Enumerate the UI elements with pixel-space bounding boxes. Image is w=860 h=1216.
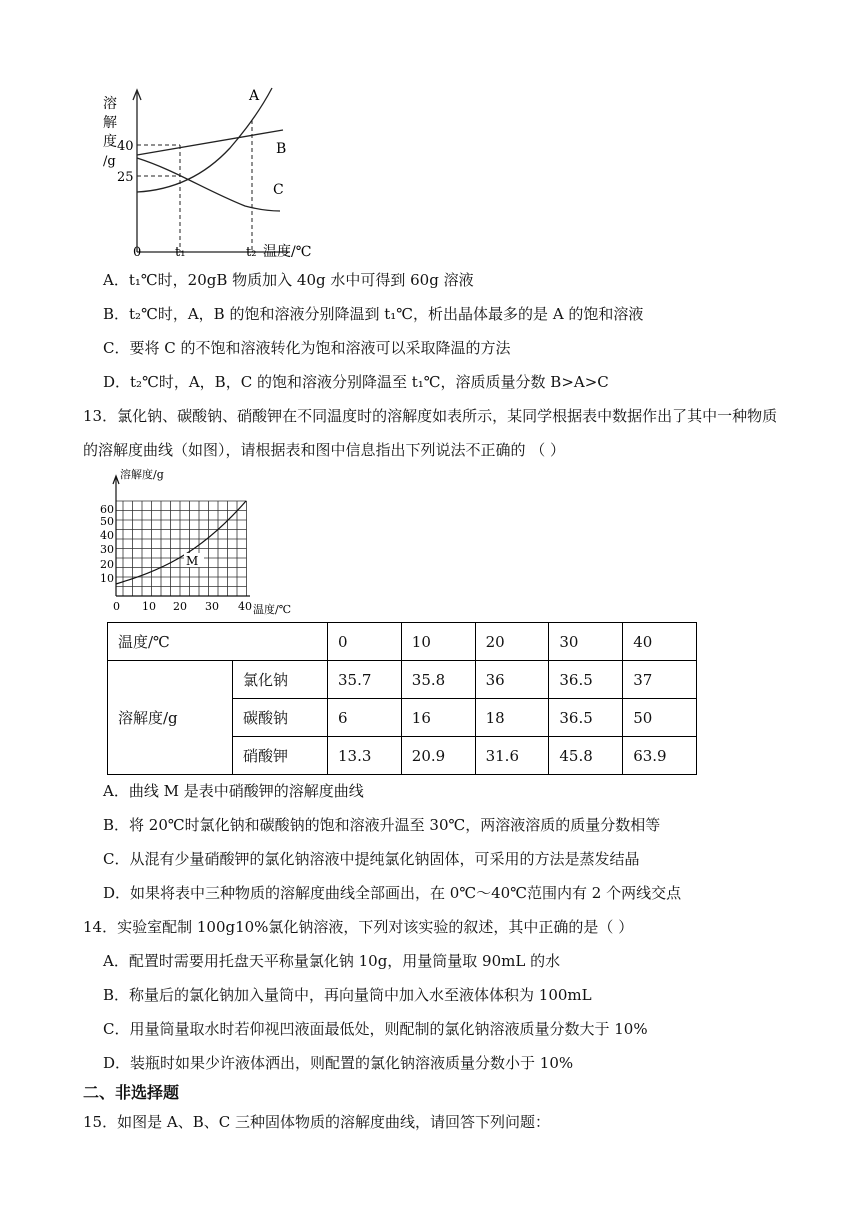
q13-option-a: A．曲线 M 是表中硝酸钾的溶解度曲线 [103,782,364,800]
curve-b [137,130,283,155]
grid-horizontal-lines [116,501,247,587]
value-cell: 31.6 [475,737,549,775]
origin-label: 0 [133,245,142,260]
curve-c [137,158,280,211]
q13-option-c: C．从混有少量硝酸钾的氯化钠溶液中提纯氯化钠固体，可采用的方法是蒸发结晶 [103,850,640,868]
curve-a-label: A [249,88,260,104]
x-tick-t2: t₂ [246,245,257,260]
solubility-group-label: 溶解度/g [108,661,233,775]
temp-cell: 20 [475,623,549,661]
value-cell: 13.3 [328,737,402,775]
value-cell: 18 [475,699,549,737]
solubility-figure-abc [95,80,325,265]
value-cell: 16 [401,699,475,737]
x-tick-10: 10 [142,600,156,613]
q13-stem-line-2: 的溶解度曲线（如图），请根据表和图中信息指出下列说法不正确的 （ ） [83,441,566,459]
x-tick-40: 40 [238,600,252,613]
q13-stem-line-1: 13．氯化钠、碳酸钠、硝酸钾在不同温度时的溶解度如表所示，某同学根据表中数据作出了其中一种物质 [83,407,778,425]
section-heading: 二、非选择题 [83,1083,180,1102]
y-label-char-4: /g [103,154,116,169]
temp-cell: 30 [549,623,623,661]
value-cell: 50 [623,699,697,737]
table-row [108,661,697,699]
x-tick-30: 30 [205,600,219,613]
x-tick-0: 0 [113,600,120,613]
temp-cell: 0 [328,623,402,661]
q12-option-d: D．t₂℃时，A，B，C 的饱和溶液分别降温至 t₁℃，溶质质量分数 B>A>C [103,373,609,391]
value-cell: 35.8 [401,661,475,699]
q12-option-b: B．t₂℃时，A，B 的饱和溶液分别降温到 t₁℃，析出晶体最多的是 A 的饱和溶液 [103,305,644,323]
value-cell: 35.7 [328,661,402,699]
q14-option-a: A．配置时需要用托盘天平称量氯化钠 10g，用量筒量取 90mL 的水 [103,952,561,970]
y-tick-40: 40 [100,529,114,542]
value-cell: 36.5 [549,699,623,737]
q14-option-d: D．装瓶时如果少许液体洒出，则配置的氯化钠溶液质量分数小于 10% [103,1054,574,1072]
y-axis-label: 溶解度/g [120,468,164,481]
y-tick-60: 60 [100,503,114,516]
solubility-table [107,622,697,775]
substance-name: 硝酸钾 [233,737,328,775]
temp-header: 温度/℃ [108,623,328,661]
substance-name: 氯化钠 [233,661,328,699]
q13-option-d: D．如果将表中三种物质的溶解度曲线全部画出，在 0℃～40℃范围内有 2 个两线交点 [103,884,682,902]
value-cell: 45.8 [549,737,623,775]
solubility-figure-m [98,468,313,618]
value-cell: 20.9 [401,737,475,775]
y-tick-50: 50 [100,515,114,528]
q14-option-b: B．称量后的氯化钠加入量筒中，再向量筒中加入水至液体体积为 100mL [103,986,592,1004]
value-cell: 6 [328,699,402,737]
y-tick-30: 30 [100,543,114,556]
value-cell: 36 [475,661,549,699]
value-cell: 36.5 [549,661,623,699]
curve-m [116,501,246,584]
x-tick-t1: t₁ [175,245,186,260]
q14-option-c: C．用量筒量取水时若仰视凹液面最低处，则配制的氯化钠溶液质量分数大于 10% [103,1020,648,1038]
temp-cell: 10 [401,623,475,661]
y-tick-25: 25 [117,170,134,185]
x-axis-label: 温度/℃ [253,603,292,616]
q12-option-c: C．要将 C 的不饱和溶液转化为饱和溶液可以采取降温的方法 [103,339,511,357]
value-cell: 37 [623,661,697,699]
y-label-char-3: 度 [103,134,117,150]
curve-c-label: C [273,182,284,198]
y-tick-40: 40 [117,139,134,154]
table-header-row [108,623,697,661]
q14-stem: 14．实验室配制 100g10%氯化钠溶液，下列对该实验的叙述，其中正确的是（ ） [83,918,634,936]
curve-m-label: M [186,554,199,568]
x-axis-label: 温度/℃ [263,244,312,260]
y-tick-20: 20 [100,558,114,571]
value-cell: 63.9 [623,737,697,775]
q15-stem: 15．如图是 A、B、C 三种固体物质的溶解度曲线，请回答下列问题： [83,1113,550,1131]
q12-option-a: A．t₁℃时，20gB 物质加入 40g 水中可得到 60g 溶液 [103,271,474,289]
substance-name: 碳酸钠 [233,699,328,737]
y-label-char-1: 溶 [103,96,117,112]
curve-b-label: B [276,141,287,157]
x-tick-20: 20 [173,600,187,613]
y-tick-10: 10 [100,572,114,585]
y-label-char-2: 解 [103,115,117,131]
temp-cell: 40 [623,623,697,661]
q13-option-b: B．将 20℃时氯化钠和碳酸钠的饱和溶液升温至 30℃，两溶液溶质的质量分数相等 [103,816,661,834]
